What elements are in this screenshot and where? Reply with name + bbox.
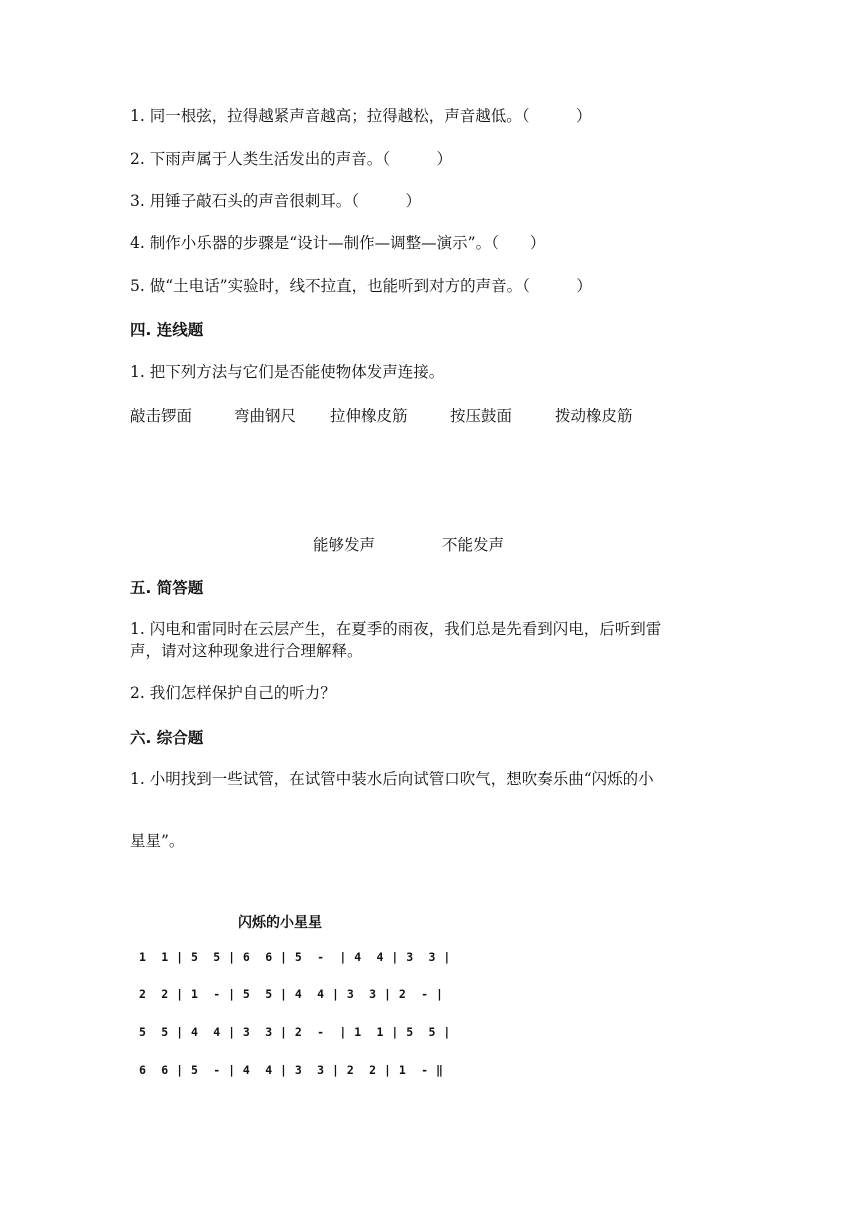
section4-question: 1. 把下列方法与它们是否能使物体发声连接。 — [130, 363, 445, 381]
method-option: 按压鼓面 — [450, 407, 513, 425]
section6-q1-line2: 星星”。 — [130, 832, 185, 850]
method-option: 拨动橡皮筋 — [555, 407, 633, 425]
result-option: 不能发声 — [442, 536, 505, 554]
section5-heading: 五. 简答题 — [130, 579, 204, 597]
section5-q1-line1: 1. 闪电和雷同时在云层产生，在夏季的雨夜，我们总是先看到闪电，后听到雷 — [130, 620, 662, 638]
score-title: 闪烁的小星星 — [238, 915, 322, 931]
section6-q1-line1: 1. 小明找到一些试管，在试管中装水后向试管口吹气，想吹奏乐曲“闪烁的小 — [130, 770, 654, 788]
judgement-q3: 3. 用锤子敲石头的声音很刺耳。（ ） — [130, 192, 421, 210]
section4-heading: 四. 连线题 — [130, 321, 204, 339]
section5-q1-line2: 声，请对这种现象进行合理解释。 — [130, 642, 363, 660]
score-row: 5 5 | 4 4 | 3 3 | 2 - | 1 1 | 5 5 | — [139, 1025, 451, 1039]
judgement-q5: 5. 做“土电话”实验时，线不拉直，也能听到对方的声音。（ ） — [130, 277, 592, 295]
section5-q2: 2. 我们怎样保护自己的听力？ — [130, 684, 336, 702]
judgement-q4: 4. 制作小乐器的步骤是“设计—制作—调整—演示”。（ ） — [130, 234, 546, 252]
score-row: 6 6 | 5 - | 4 4 | 3 3 | 2 2 | 1 - ‖ — [139, 1063, 444, 1077]
method-option: 敲击锣面 — [130, 407, 193, 425]
score-row: 1 1 | 5 5 | 6 6 | 5 - | 4 4 | 3 3 | — [139, 950, 451, 964]
result-option: 能够发声 — [313, 536, 376, 554]
score-row: 2 2 | 1 - | 5 5 | 4 4 | 3 3 | 2 - | — [139, 987, 444, 1001]
method-option: 弯曲钢尺 — [234, 407, 297, 425]
judgement-q1: 1. 同一根弦，拉得越紧声音越高；拉得越松，声音越低。（ ） — [130, 107, 592, 125]
judgement-q2: 2. 下雨声属于人类生活发出的声音。（ ） — [130, 150, 452, 168]
method-option: 拉伸橡皮筋 — [330, 407, 408, 425]
section6-heading: 六. 综合题 — [130, 729, 204, 747]
